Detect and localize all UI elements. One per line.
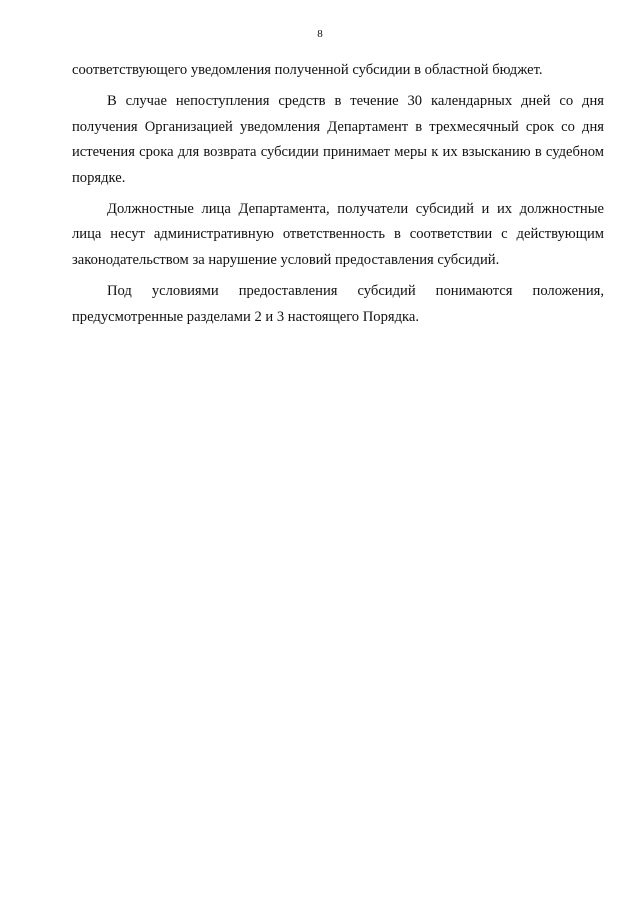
paragraph-responsibility: Должностные лица Департамента, получатели субсидий и их должностные лица несут административную ответственность в соответствии с действующим законодательством за нарушение условий предоставления субсидий. [72,201,604,268]
paragraph-nonreceipt-of-funds: В случае непоступления средств в течение 30 календарных дней со дня получения Организацией уведомления Департамент в трехмесячный срок со дня истечения срока для возврата субсидии принимает меры к их взысканию в судебном порядке. [72,93,604,186]
document-body [72,58,604,330]
page-number: 8 [317,28,323,40]
paragraph-conditions: Под условиями предоставления субсидий понимаются положения, предусмотренные разделами 2 и 3 настоящего Порядка. [72,283,604,325]
paragraph-continuation: соответствующего уведомления полученной субсидии в областной бюджет. [72,62,543,78]
